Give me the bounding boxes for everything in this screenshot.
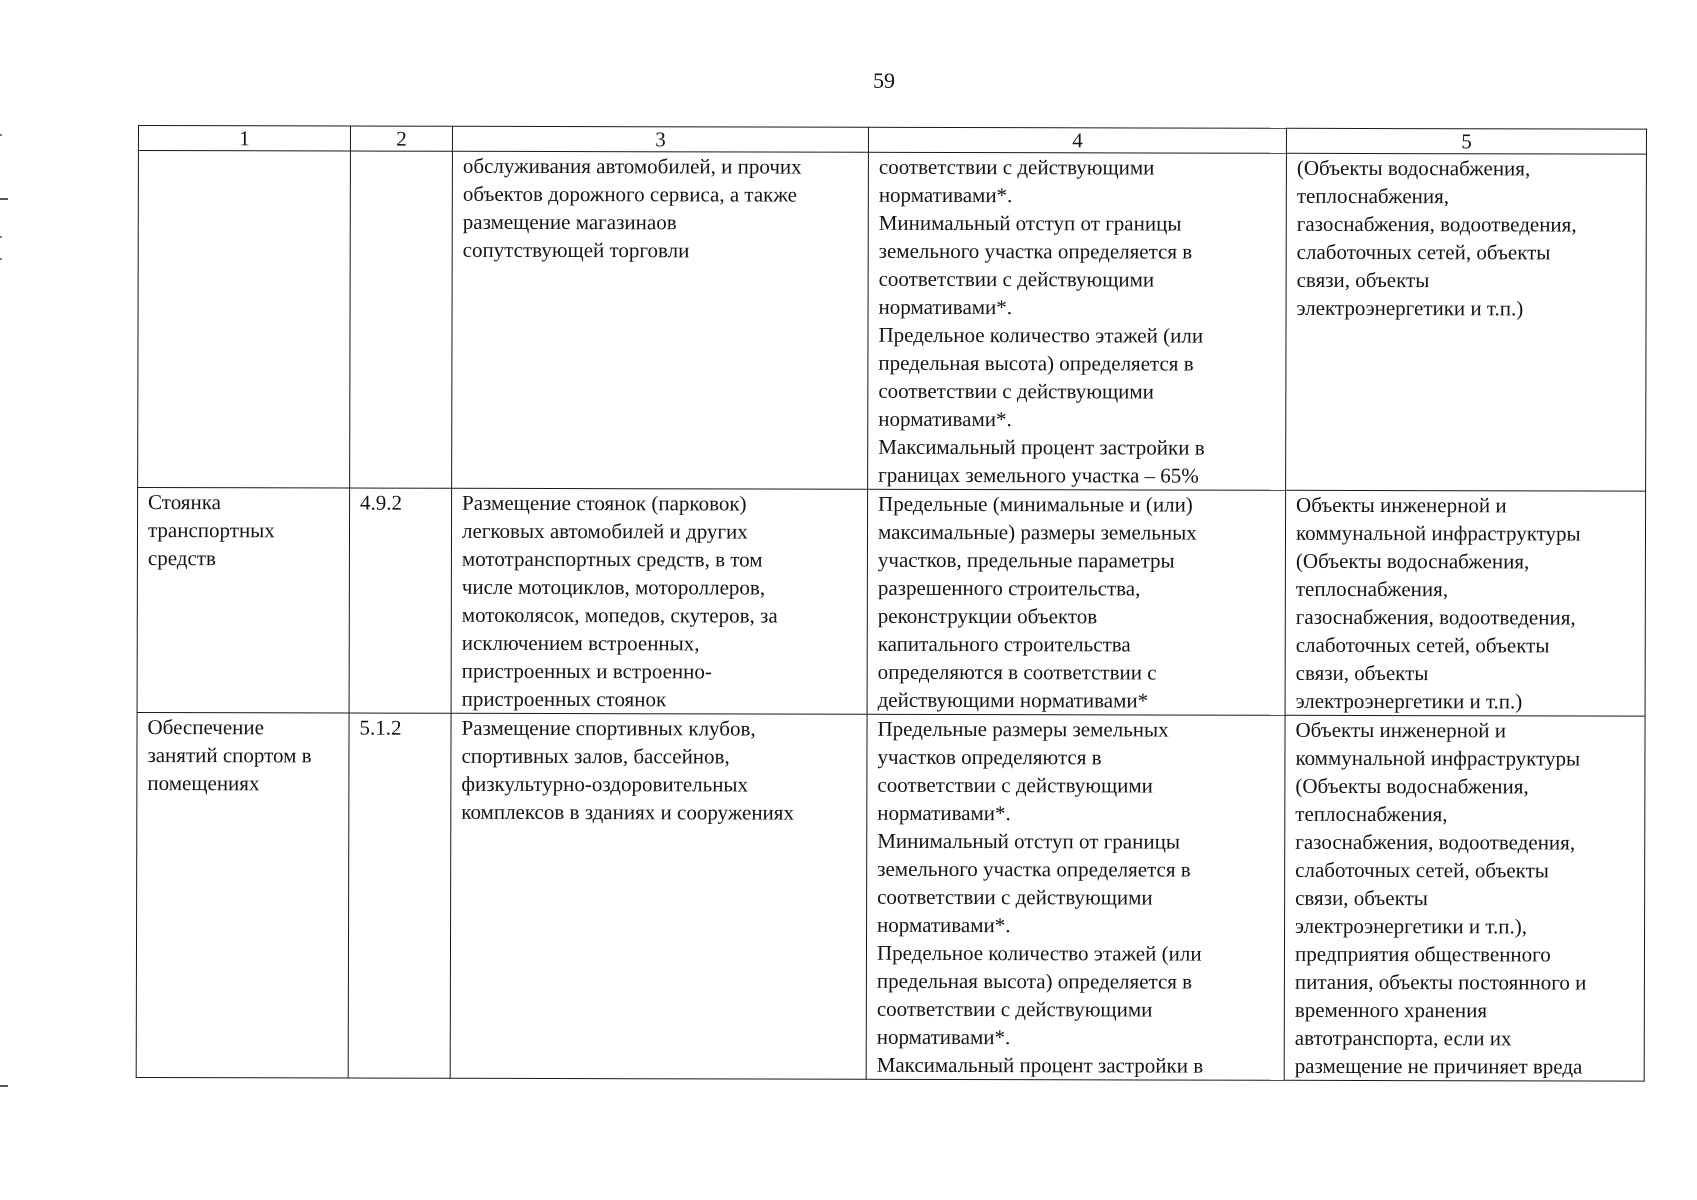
- cell-text-line: Стоянка: [148, 490, 221, 515]
- cell-text-line: размещение не причиняет вреда: [1294, 1053, 1583, 1079]
- cell-text-line: нормативами*.: [876, 1024, 1011, 1050]
- cell-text-line: коммунальной инфраструктуры: [1295, 745, 1581, 771]
- cell-text-line: соответствии с действующими: [878, 266, 1155, 292]
- use-type-name-cell: [138, 151, 351, 489]
- cell-text-line: мотоколясок, мопедов, скутеров, за: [461, 602, 778, 628]
- cell-text-line: теплоснабжения,: [1296, 183, 1450, 209]
- cell-text-line: предприятия общественного: [1294, 941, 1551, 967]
- cell-text-line: спортивных залов, бассейнов,: [461, 743, 730, 769]
- cell-text-line: электроэнергетики и т.п.): [1295, 688, 1523, 714]
- cell-text-line: сопутствующей торговли: [462, 237, 690, 263]
- cell-text-line: 4.9.2: [360, 490, 403, 515]
- cell-text-line: Минимальный отступ от границы: [878, 210, 1182, 236]
- cell-text-line: соответствии с действующими: [877, 772, 1153, 798]
- cell-text-line: объектов дорожного сервиса, а также: [462, 181, 797, 207]
- cell-text-line: легковых автомобилей и других: [461, 518, 748, 544]
- cell-text-line: занятий спортом в: [147, 743, 312, 768]
- cell-text-line: Минимальный отступ от границы: [877, 828, 1181, 854]
- cell-text-line: электроэнергетики и т.п.),: [1295, 913, 1528, 939]
- cell-text-line: физкультурно-оздоровительных: [461, 771, 749, 797]
- use-description-cell: [452, 151, 869, 489]
- cell-text-line: разрешенного строительства,: [877, 575, 1141, 601]
- use-code-cell: [349, 488, 452, 713]
- use-code-cell: [350, 151, 453, 488]
- cell-text-line: нормативами*.: [877, 800, 1011, 826]
- cell-text-line: средств: [147, 546, 216, 571]
- cell-text-line: земельного участка определяется в: [878, 238, 1193, 264]
- use-type-name-cell: [137, 488, 350, 714]
- cell-text-line: коммунальной инфраструктуры: [1295, 520, 1581, 546]
- use-description-cell: [451, 488, 868, 714]
- margin-mark: [0, 134, 2, 136]
- cell-text-line: соответствии с действующими: [876, 996, 1153, 1022]
- cell-text-line: пристроенных и встроенно-: [461, 658, 712, 684]
- cell-text-line: Предельные размеры земельных: [877, 716, 1169, 742]
- cell-text-line: участков, предельные параметры: [877, 547, 1175, 573]
- column-number-header: 5: [1286, 128, 1646, 154]
- table-row: [138, 151, 1647, 492]
- cell-text-line: (Объекты водоснабжения,: [1296, 155, 1531, 181]
- cell-text-line: границах земельного участка – 65%: [878, 462, 1199, 488]
- cell-text-line: исключением встроенных,: [461, 630, 700, 656]
- table-row: [137, 488, 1646, 717]
- margin-mark: [0, 198, 8, 200]
- use-description-cell: [450, 713, 867, 1079]
- cell-text-line: 5.1.2: [359, 715, 402, 740]
- column-number-header: 1: [138, 126, 350, 152]
- cell-text-line: обслуживания автомобилей, и прочих: [462, 153, 802, 179]
- use-type-name-cell: [136, 712, 349, 1078]
- cell-text-line: теплоснабжения,: [1295, 801, 1448, 827]
- cell-text-line: Максимальный процент застройки в: [878, 434, 1205, 460]
- column-number-row: [138, 126, 1646, 155]
- cell-text-line: максимальные) размеры земельных: [877, 519, 1197, 545]
- land-use-table: [136, 125, 1647, 1082]
- cell-text-line: земельного участка определяется в: [877, 856, 1191, 882]
- cell-text-line: (Объекты водоснабжения,: [1295, 773, 1529, 799]
- margin-mark: [0, 258, 2, 260]
- cell-text-line: Обеспечение: [147, 715, 265, 740]
- cell-text-line: газоснабжения, водоотведения,: [1296, 211, 1577, 237]
- auxiliary-uses-cell: [1285, 490, 1646, 716]
- cell-text-line: Предельное количество этажей (или: [876, 940, 1202, 966]
- cell-text-line: нормативами*.: [878, 182, 1013, 208]
- cell-text-line: определяются в соответствии с: [877, 659, 1157, 685]
- cell-text-line: Максимальный процент застройки в: [876, 1052, 1204, 1078]
- cell-text-line: нормативами*.: [877, 912, 1011, 938]
- cell-text-line: электроэнергетики и т.п.): [1296, 295, 1524, 321]
- cell-text-line: связи, объекты: [1295, 660, 1429, 686]
- page-number: 59: [873, 68, 895, 93]
- cell-text-line: соответствии с действующими: [878, 378, 1154, 404]
- cell-text-line: слаботочных сетей, объекты: [1295, 632, 1550, 658]
- cell-text-line: пристроенных стоянок: [461, 686, 667, 712]
- cell-text-line: числе мотоциклов, мотороллеров,: [461, 574, 766, 600]
- construction-parameters-cell: [868, 152, 1287, 490]
- cell-text-line: Предельные (минимальные и (или): [878, 491, 1193, 517]
- table-row: [136, 712, 1645, 1081]
- cell-text-line: размещение магазинаов: [462, 209, 677, 235]
- margin-mark: [0, 236, 2, 238]
- cell-text-line: Объекты инженерной и: [1295, 717, 1507, 743]
- column-number-header: 3: [452, 126, 868, 152]
- cell-text-line: связи, объекты: [1295, 885, 1428, 911]
- cell-text-line: теплоснабжения,: [1295, 576, 1449, 602]
- cell-text-line: временного хранения: [1294, 997, 1488, 1023]
- cell-text-line: соответствии с действующими: [877, 884, 1153, 910]
- cell-text-line: (Объекты водоснабжения,: [1295, 548, 1530, 574]
- cell-text-line: нормативами*.: [878, 294, 1013, 320]
- cell-text-line: помещениях: [147, 771, 260, 796]
- auxiliary-uses-cell: [1284, 715, 1645, 1081]
- use-code-cell: [348, 713, 451, 1078]
- auxiliary-uses-cell: [1286, 153, 1647, 491]
- cell-text-line: газоснабжения, водоотведения,: [1295, 604, 1576, 630]
- table-body: [136, 151, 1646, 1082]
- cell-text-line: нормативами*.: [878, 406, 1012, 432]
- cell-text-line: Объекты инженерной и: [1296, 492, 1507, 518]
- cell-text-line: Размещение спортивных клубов,: [461, 715, 756, 741]
- cell-text-line: газоснабжения, водоотведения,: [1295, 829, 1576, 855]
- cell-text-line: питания, объекты постоянного и: [1294, 969, 1587, 995]
- cell-text-line: Размещение стоянок (парковок): [462, 490, 747, 516]
- margin-mark: [0, 1085, 8, 1087]
- cell-text-line: слаботочных сетей, объекты: [1295, 857, 1549, 883]
- cell-text-line: действующими нормативами*: [877, 687, 1149, 713]
- construction-parameters-cell: [866, 714, 1285, 1080]
- cell-text-line: реконструкции объектов: [877, 603, 1098, 629]
- cell-text-line: автотранспорта, если их: [1294, 1025, 1512, 1051]
- cell-text-line: участков определяются в: [877, 744, 1102, 770]
- cell-text-line: связи, объекты: [1296, 267, 1430, 293]
- cell-text-line: слаботочных сетей, объекты: [1296, 239, 1551, 265]
- construction-parameters-cell: [867, 489, 1286, 715]
- cell-text-line: Предельное количество этажей (или: [878, 322, 1204, 348]
- cell-text-line: транспортных: [147, 518, 275, 543]
- cell-text-line: мототранспортных средств, в том: [461, 546, 763, 572]
- cell-text-line: предельная высота) определяется в: [878, 350, 1194, 376]
- cell-text-line: предельная высота) определяется в: [876, 968, 1193, 994]
- column-number-header: 4: [868, 127, 1286, 153]
- column-number-header: 2: [350, 126, 452, 151]
- cell-text-line: капитального строительства: [877, 631, 1131, 657]
- cell-text-line: комплексов в зданиях и сооружениях: [461, 799, 795, 825]
- cell-text-line: соответствии с действующими: [878, 154, 1155, 180]
